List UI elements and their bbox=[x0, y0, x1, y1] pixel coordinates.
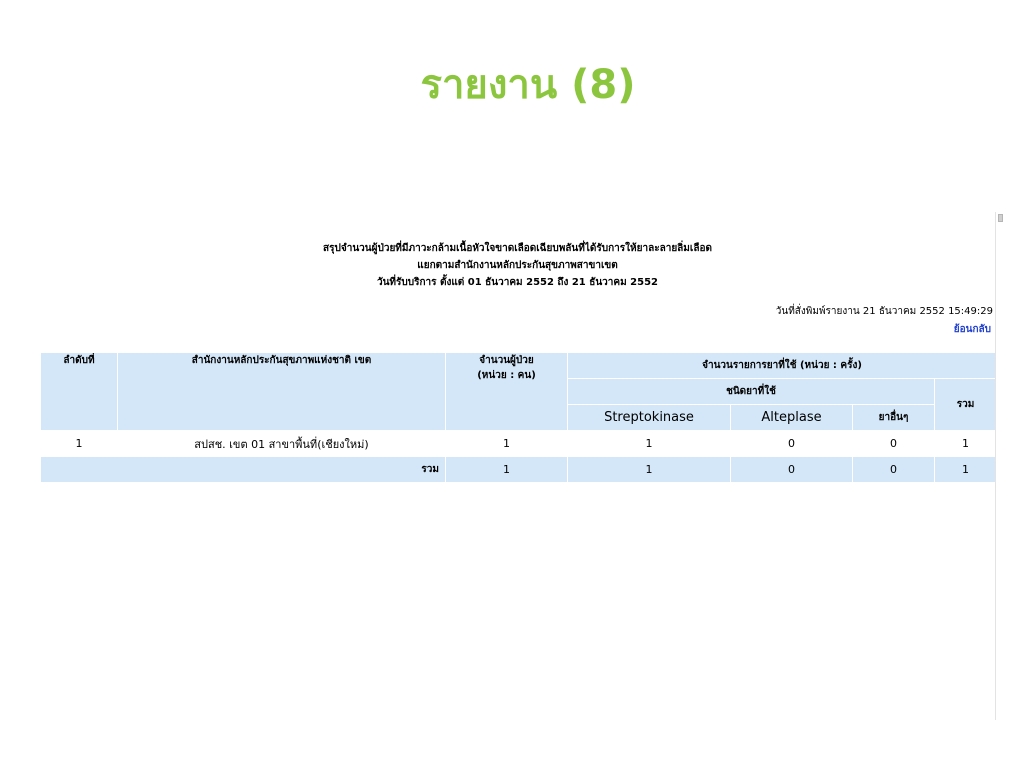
total-alteplase: 0 bbox=[731, 457, 853, 483]
print-date: วันที่สั่งพิมพ์รายงาน 21 ธันวาคม 2552 15:49:29 bbox=[775, 306, 993, 317]
header-drug-type: ชนิดยาที่ใช้ bbox=[568, 379, 935, 405]
header-alteplase: Alteplase bbox=[731, 405, 853, 431]
table-row bbox=[41, 431, 997, 457]
report-date-range: วันที่รับบริการ ตั้งแต่ 01 ธันวาคม 2552 ถึง 21 ธันวาคม 2552 bbox=[376, 277, 659, 288]
total-label: รวม bbox=[41, 457, 446, 483]
report-heading bbox=[40, 240, 995, 291]
cell-alteplase: 0 bbox=[731, 431, 853, 457]
report-table bbox=[40, 352, 997, 483]
header-other: ยาอื่นๆ bbox=[853, 405, 935, 431]
cell-seq: 1 bbox=[41, 431, 118, 457]
cell-streptokinase: 1 bbox=[568, 431, 731, 457]
header-patients bbox=[446, 353, 568, 431]
report-subtitle: แยกตามสำนักงานหลักประกันสุขภาพสาขาเขต bbox=[417, 260, 618, 271]
scrollbar-edge bbox=[995, 212, 996, 720]
total-patients: 1 bbox=[446, 457, 568, 483]
header-seq: ลำดับที่ bbox=[41, 353, 118, 431]
total-row bbox=[41, 457, 997, 483]
header-streptokinase: Streptokinase bbox=[568, 405, 731, 431]
cell-patients: 1 bbox=[446, 431, 568, 457]
cell-other: 0 bbox=[853, 431, 935, 457]
cell-office: สปสช. เขต 01 สาขาพื้นที่(เชียงใหม่) bbox=[118, 431, 446, 457]
scrollbar-handle[interactable] bbox=[998, 214, 1003, 222]
header-patients-unit: (หน่วย : คน) bbox=[477, 370, 536, 381]
header-patients-label: จำนวนผู้ป่วย bbox=[479, 355, 534, 366]
report-frame bbox=[0, 212, 1024, 720]
header-office: สำนักงานหลักประกันสุขภาพแห่งชาติ เขต bbox=[118, 353, 446, 431]
report-title: สรุปจำนวนผู้ป่วยที่มีภาวะกล้ามเนื้อหัวใจขาดเลือดเฉียบพลันที่ได้รับการให้ยาละลายลิ่มเลือด bbox=[323, 243, 712, 254]
total-streptokinase: 1 bbox=[568, 457, 731, 483]
total-total: 1 bbox=[935, 457, 997, 483]
header-items: จำนวนรายการยาที่ใช้ (หน่วย : ครั้ง) bbox=[568, 353, 997, 379]
cell-total: 1 bbox=[935, 431, 997, 457]
total-other: 0 bbox=[853, 457, 935, 483]
back-link[interactable]: ย้อนกลับ bbox=[953, 324, 991, 335]
header-total: รวม bbox=[935, 379, 997, 431]
slide-title: รายงาน (8) bbox=[420, 62, 636, 108]
